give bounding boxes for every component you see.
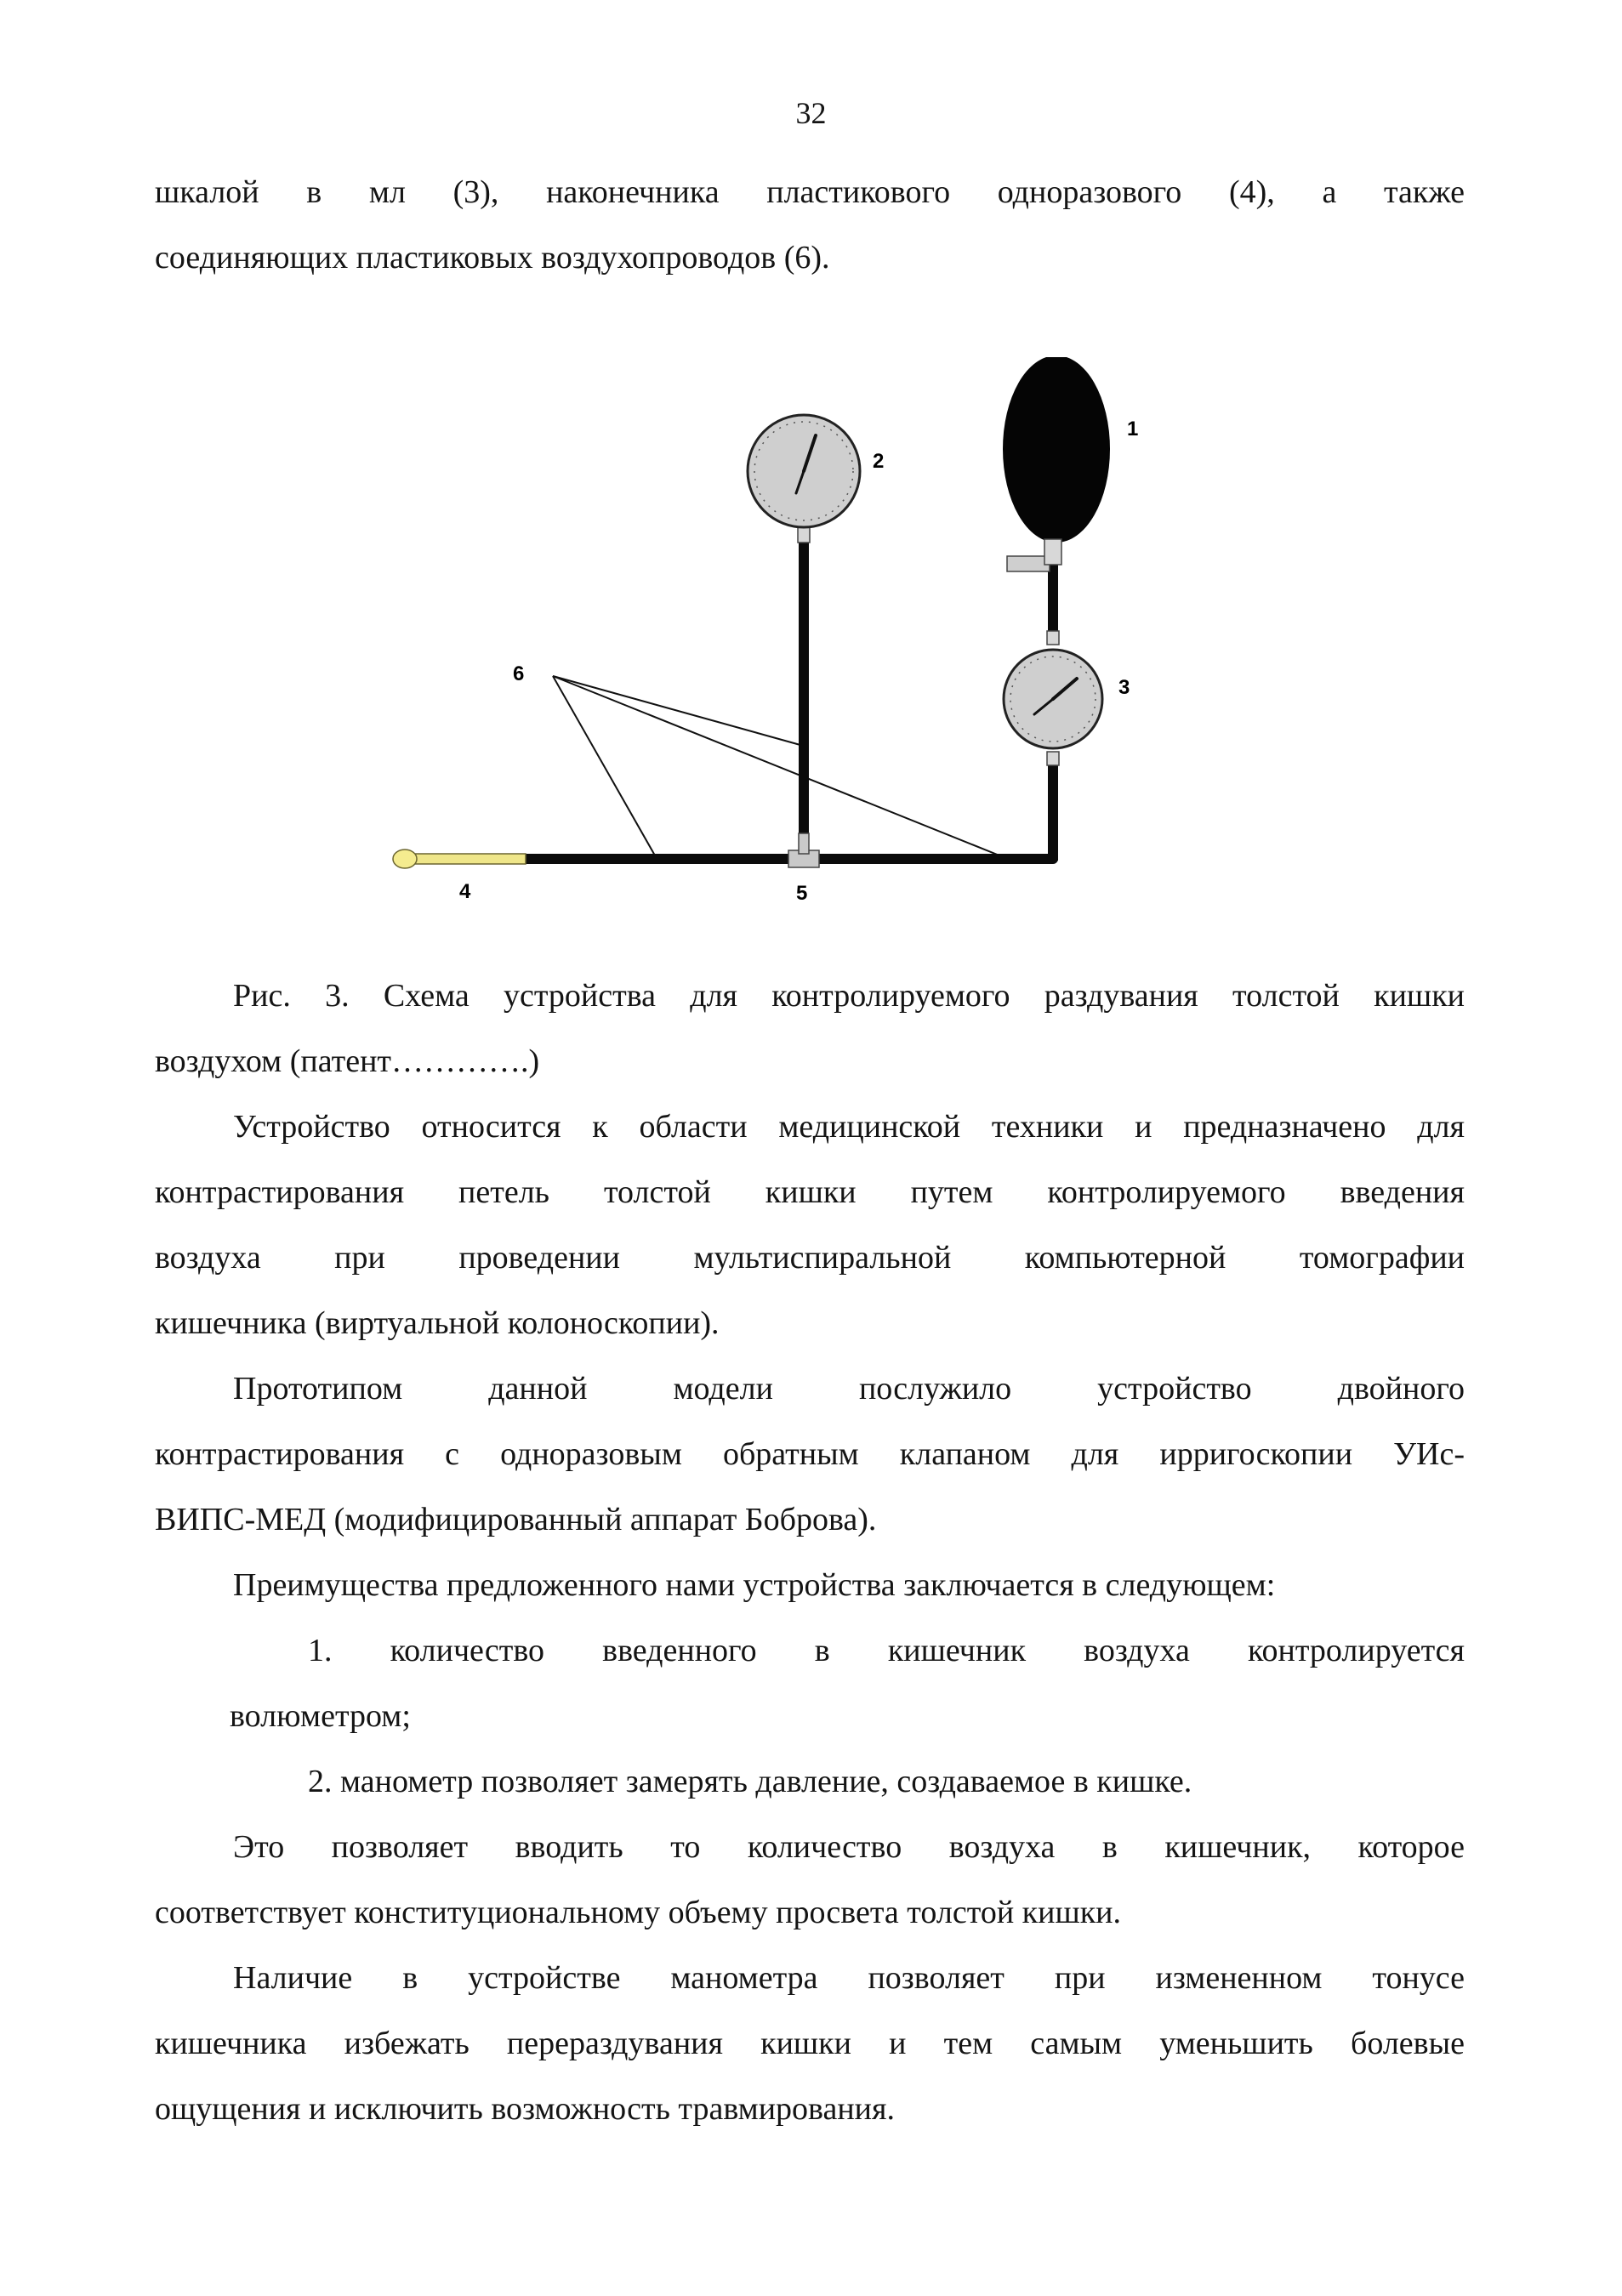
page-number: 32 bbox=[795, 96, 827, 130]
p5-line-3: ощущения и исключить возможность травмирования. bbox=[155, 2091, 895, 2127]
paragraph-4 bbox=[155, 1815, 1465, 1946]
paragraph-1 bbox=[155, 1094, 1465, 1356]
figure-caption bbox=[155, 963, 1465, 1094]
p1-line-3: воздуха при проведении мультиспиральной компьютерной томографии bbox=[155, 1240, 1465, 1276]
list-item-1-line-1: 1. количество введенного в кишечник воздуха контролируется bbox=[308, 1633, 1465, 1668]
advantages-list bbox=[155, 1618, 1465, 1815]
caption-line-2: воздухом (патент………….) bbox=[155, 1043, 540, 1079]
paragraph-2 bbox=[155, 1356, 1465, 1553]
label-volumeter: 3 bbox=[1118, 676, 1130, 699]
tee-connector bbox=[788, 833, 819, 867]
p2-line-3: ВИПС-МЕД (модифицированный аппарат Боброва). bbox=[155, 1502, 877, 1537]
label-balloon: 1 bbox=[1127, 418, 1139, 440]
intro-paragraph bbox=[155, 160, 1465, 291]
p1-line-1: Устройство относится к области медицинской техники и предназначено для bbox=[233, 1109, 1465, 1145]
p1-line-2: контрастирования петель толстой кишки путем контролируемого введения bbox=[155, 1174, 1465, 1210]
manometer bbox=[748, 415, 860, 543]
paragraph-5 bbox=[155, 1946, 1465, 2142]
p5-line-1: Наличие в устройстве манометра позволяет при измененном тонусе bbox=[233, 1960, 1465, 1996]
tube-pointer-lines bbox=[553, 676, 999, 855]
device-schematic bbox=[374, 357, 1225, 918]
p4-line-2: соответствует конституциональному объему просвета толстой кишки. bbox=[155, 1895, 1122, 1930]
p2-line-1: Прототипом данной модели послужило устройство двойного bbox=[233, 1371, 1465, 1407]
disposable-tip bbox=[393, 850, 526, 868]
body-text bbox=[155, 963, 1465, 2142]
intro-line-2: соединяющих пластиковых воздухопроводов (6). bbox=[155, 240, 830, 276]
intro-line-1: шкалой в мл (3), наконечника пластикового одноразового (4), а также bbox=[155, 174, 1465, 210]
p2-line-2: контрастирования с одноразовым обратным клапаном для ирригоскопии УИс- bbox=[155, 1436, 1465, 1472]
label-tee: 5 bbox=[796, 882, 808, 905]
label-manometer: 2 bbox=[873, 450, 885, 473]
list-item-2: 2. манометр позволяет замерять давление, создаваемое в кишке. bbox=[308, 1764, 1192, 1799]
list-item-1-line-2: волюметром; bbox=[230, 1698, 411, 1734]
p4-line-1: Это позволяет вводить то количество воздуха в кишечник, которое bbox=[233, 1829, 1465, 1865]
volumeter bbox=[1004, 631, 1102, 765]
label-tubes: 6 bbox=[513, 662, 525, 685]
p3-line-1: Преимущества предложенного нами устройства заключается в следующем: bbox=[233, 1567, 1276, 1603]
paragraph-3 bbox=[155, 1553, 1465, 1618]
p5-line-2: кишечника избежать перераздувания кишки и тем самым уменьшить болевые bbox=[155, 2026, 1465, 2061]
rubber-balloon bbox=[1003, 357, 1110, 571]
caption-line-1: Рис. 3. Схема устройства для контролируемого раздувания толстой кишки bbox=[233, 978, 1465, 1014]
p1-line-4: кишечника (виртуальной колоноскопии). bbox=[155, 1305, 720, 1341]
label-tip: 4 bbox=[459, 880, 471, 903]
